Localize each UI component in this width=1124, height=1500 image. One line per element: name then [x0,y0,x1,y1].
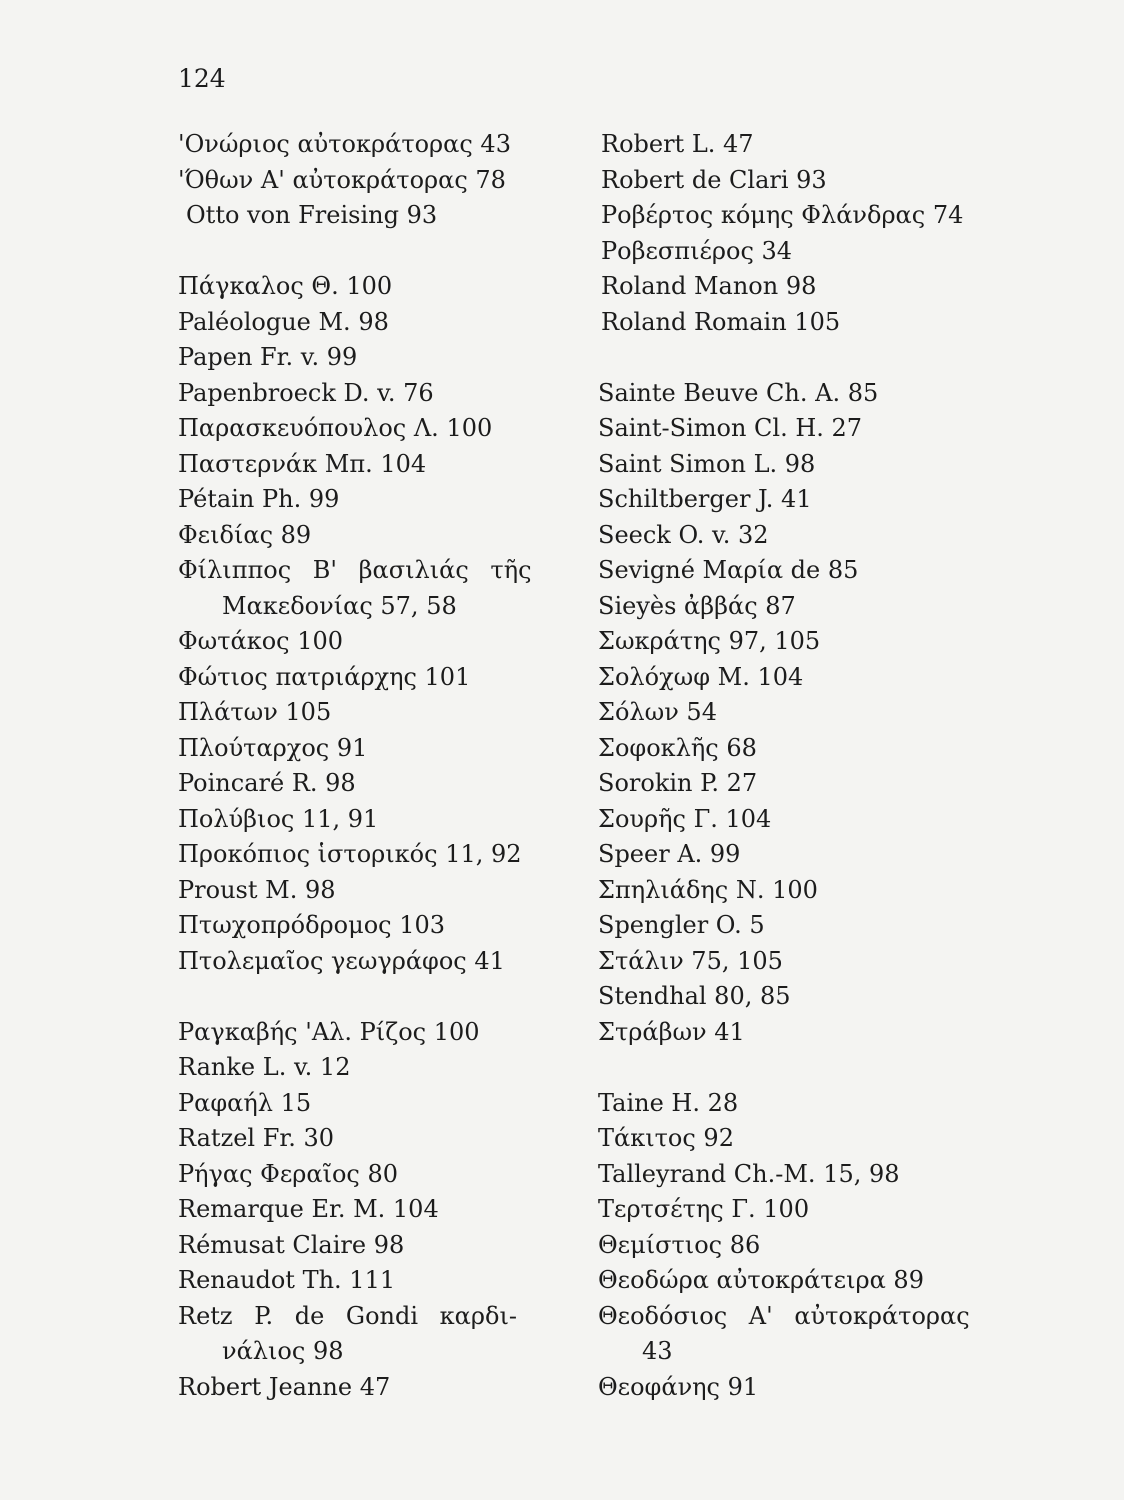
index-entry: Robert Jeanne 47 [178,1372,391,1401]
index-entry: Τάκιτος 92 [598,1124,734,1152]
index-entry: Otto von Freising 93 [186,201,438,229]
index-entry: Ροβέρτος κόμης Φλάνδρας 74 [601,201,964,229]
index-entry: Sorokin P. 27 [598,769,758,797]
index-entry: Ranke L. v. 12 [178,1053,351,1081]
index-entry: Taine H. 28 [598,1088,739,1117]
index-entry: Sainte Beuve Ch. A. 85 [598,378,879,407]
index-entry: Renaudot Th. 111 [178,1266,396,1294]
index-entry: Saint Simon L. 98 [598,449,816,478]
index-entry: Τερτσέτης Γ. 100 [598,1195,810,1223]
index-entry: Σωκράτης 97, 105 [598,627,821,655]
index-entry: Σουρῆς Γ. 104 [598,804,772,833]
index-entry: Talleyrand Ch.-M. 15, 98 [598,1159,900,1188]
index-entry: Θεοδόσιος Α' αὐτοκράτορας [598,1301,970,1330]
index-entry: Ratzel Fr. 30 [178,1124,335,1152]
index-entry: Ρήγας Φεραῖος 80 [178,1159,399,1188]
section-gap [598,1050,968,1086]
section-gap [598,340,968,376]
index-entry: Πολύβιος 11, 91 [178,804,379,833]
section-gap [178,234,548,270]
index-entry: Papenbroeck D. v. 76 [178,378,434,407]
index-entry: Πάγκαλος Θ. 100 [178,272,393,300]
index-entry: Pétain Ph. 99 [178,485,340,513]
index-entry: Speer A. 99 [598,840,741,868]
index-entry-continuation: Μακεδονίας 57, 58 [222,591,457,620]
index-entry: Proust M. 98 [178,875,336,904]
index-entry: Πτωχοπρόδρομος 103 [178,911,446,939]
index-entry: Φειδίας 89 [178,520,312,549]
index-entry: Προκόπιος ἱστορικός 11, 92 [178,840,522,868]
index-entry: Roland Manon 98 [601,272,817,300]
index-entry: Σόλων 54 [598,698,717,726]
index-entry: Σοφοκλῆς 68 [598,733,757,762]
index-entry: Roland Romain 105 [601,307,841,336]
index-column-left [178,127,548,1405]
index-column-right [598,127,968,1405]
index-entry: Papen Fr. v. 99 [178,343,358,371]
index-entry: Θεοφάνης 91 [598,1372,759,1401]
index-entry: Στάλιν 75, 105 [598,946,783,975]
index-entry: Φίλιππος Β' βασιλιάς τῆς [178,556,532,584]
index-entry: Rémusat Claire 98 [178,1230,405,1259]
index-entry: Θεμίστιος 86 [598,1230,761,1259]
index-entry: Poincaré R. 98 [178,769,356,797]
index-entry: Πλάτων 105 [178,698,332,726]
index-entry: Remarque Er. M. 104 [178,1195,439,1223]
index-entry: Sevigné Μαρία de 85 [598,556,859,584]
index-entry: 'Ονώριος αὐτοκράτορας 43 [178,130,511,158]
index-entry: Φώτιος πατριάρχης 101 [178,662,471,691]
index-entry: Πτολεμαῖος γεωγράφος 41 [178,946,505,975]
index-entry: Sieyès ἀββάς 87 [598,591,796,620]
index-entry: Παρασκευόπουλος Λ. 100 [178,414,493,442]
index-entry: Φωτάκος 100 [178,627,344,655]
page-number: 124 [178,64,226,93]
index-entry: Spengler O. 5 [598,911,765,939]
index-entry: Saint-Simon Cl. H. 27 [598,414,863,442]
index-entry: Robert de Clari 93 [601,165,827,194]
index-entry-continuation: νάλιος 98 [222,1337,344,1365]
index-entry: Σολόχωφ Μ. 104 [598,662,804,691]
index-entry: Σπηλιάδης Ν. 100 [598,875,818,904]
index-entry: Paléologue M. 98 [178,307,389,336]
index-entry: Retz P. de Gondi καρδι- [178,1301,517,1330]
index-entry: Seeck O. v. 32 [598,520,769,549]
section-gap [178,979,548,1015]
index-entry: Stendhal 80, 85 [598,982,791,1010]
index-entry-continuation: 43 [642,1337,673,1365]
index-entry: Ραφαήλ 15 [178,1088,312,1117]
index-entry: Ραγκαβής 'Αλ. Ρίζος 100 [178,1017,480,1046]
index-entry: Παστερνάκ Μπ. 104 [178,449,427,478]
index-entry: Ροβεσπιέρος 34 [601,236,793,265]
index-entry: Robert L. 47 [601,130,754,158]
index-entry: Στράβων 41 [598,1017,745,1046]
index-entry: Θεοδώρα αὐτοκράτειρα 89 [598,1266,924,1294]
index-entry: 'Όθων Α' αὐτοκράτορας 78 [178,165,506,194]
index-entry: Schiltberger J. 41 [598,485,812,513]
index-entry: Πλούταρχος 91 [178,733,368,762]
